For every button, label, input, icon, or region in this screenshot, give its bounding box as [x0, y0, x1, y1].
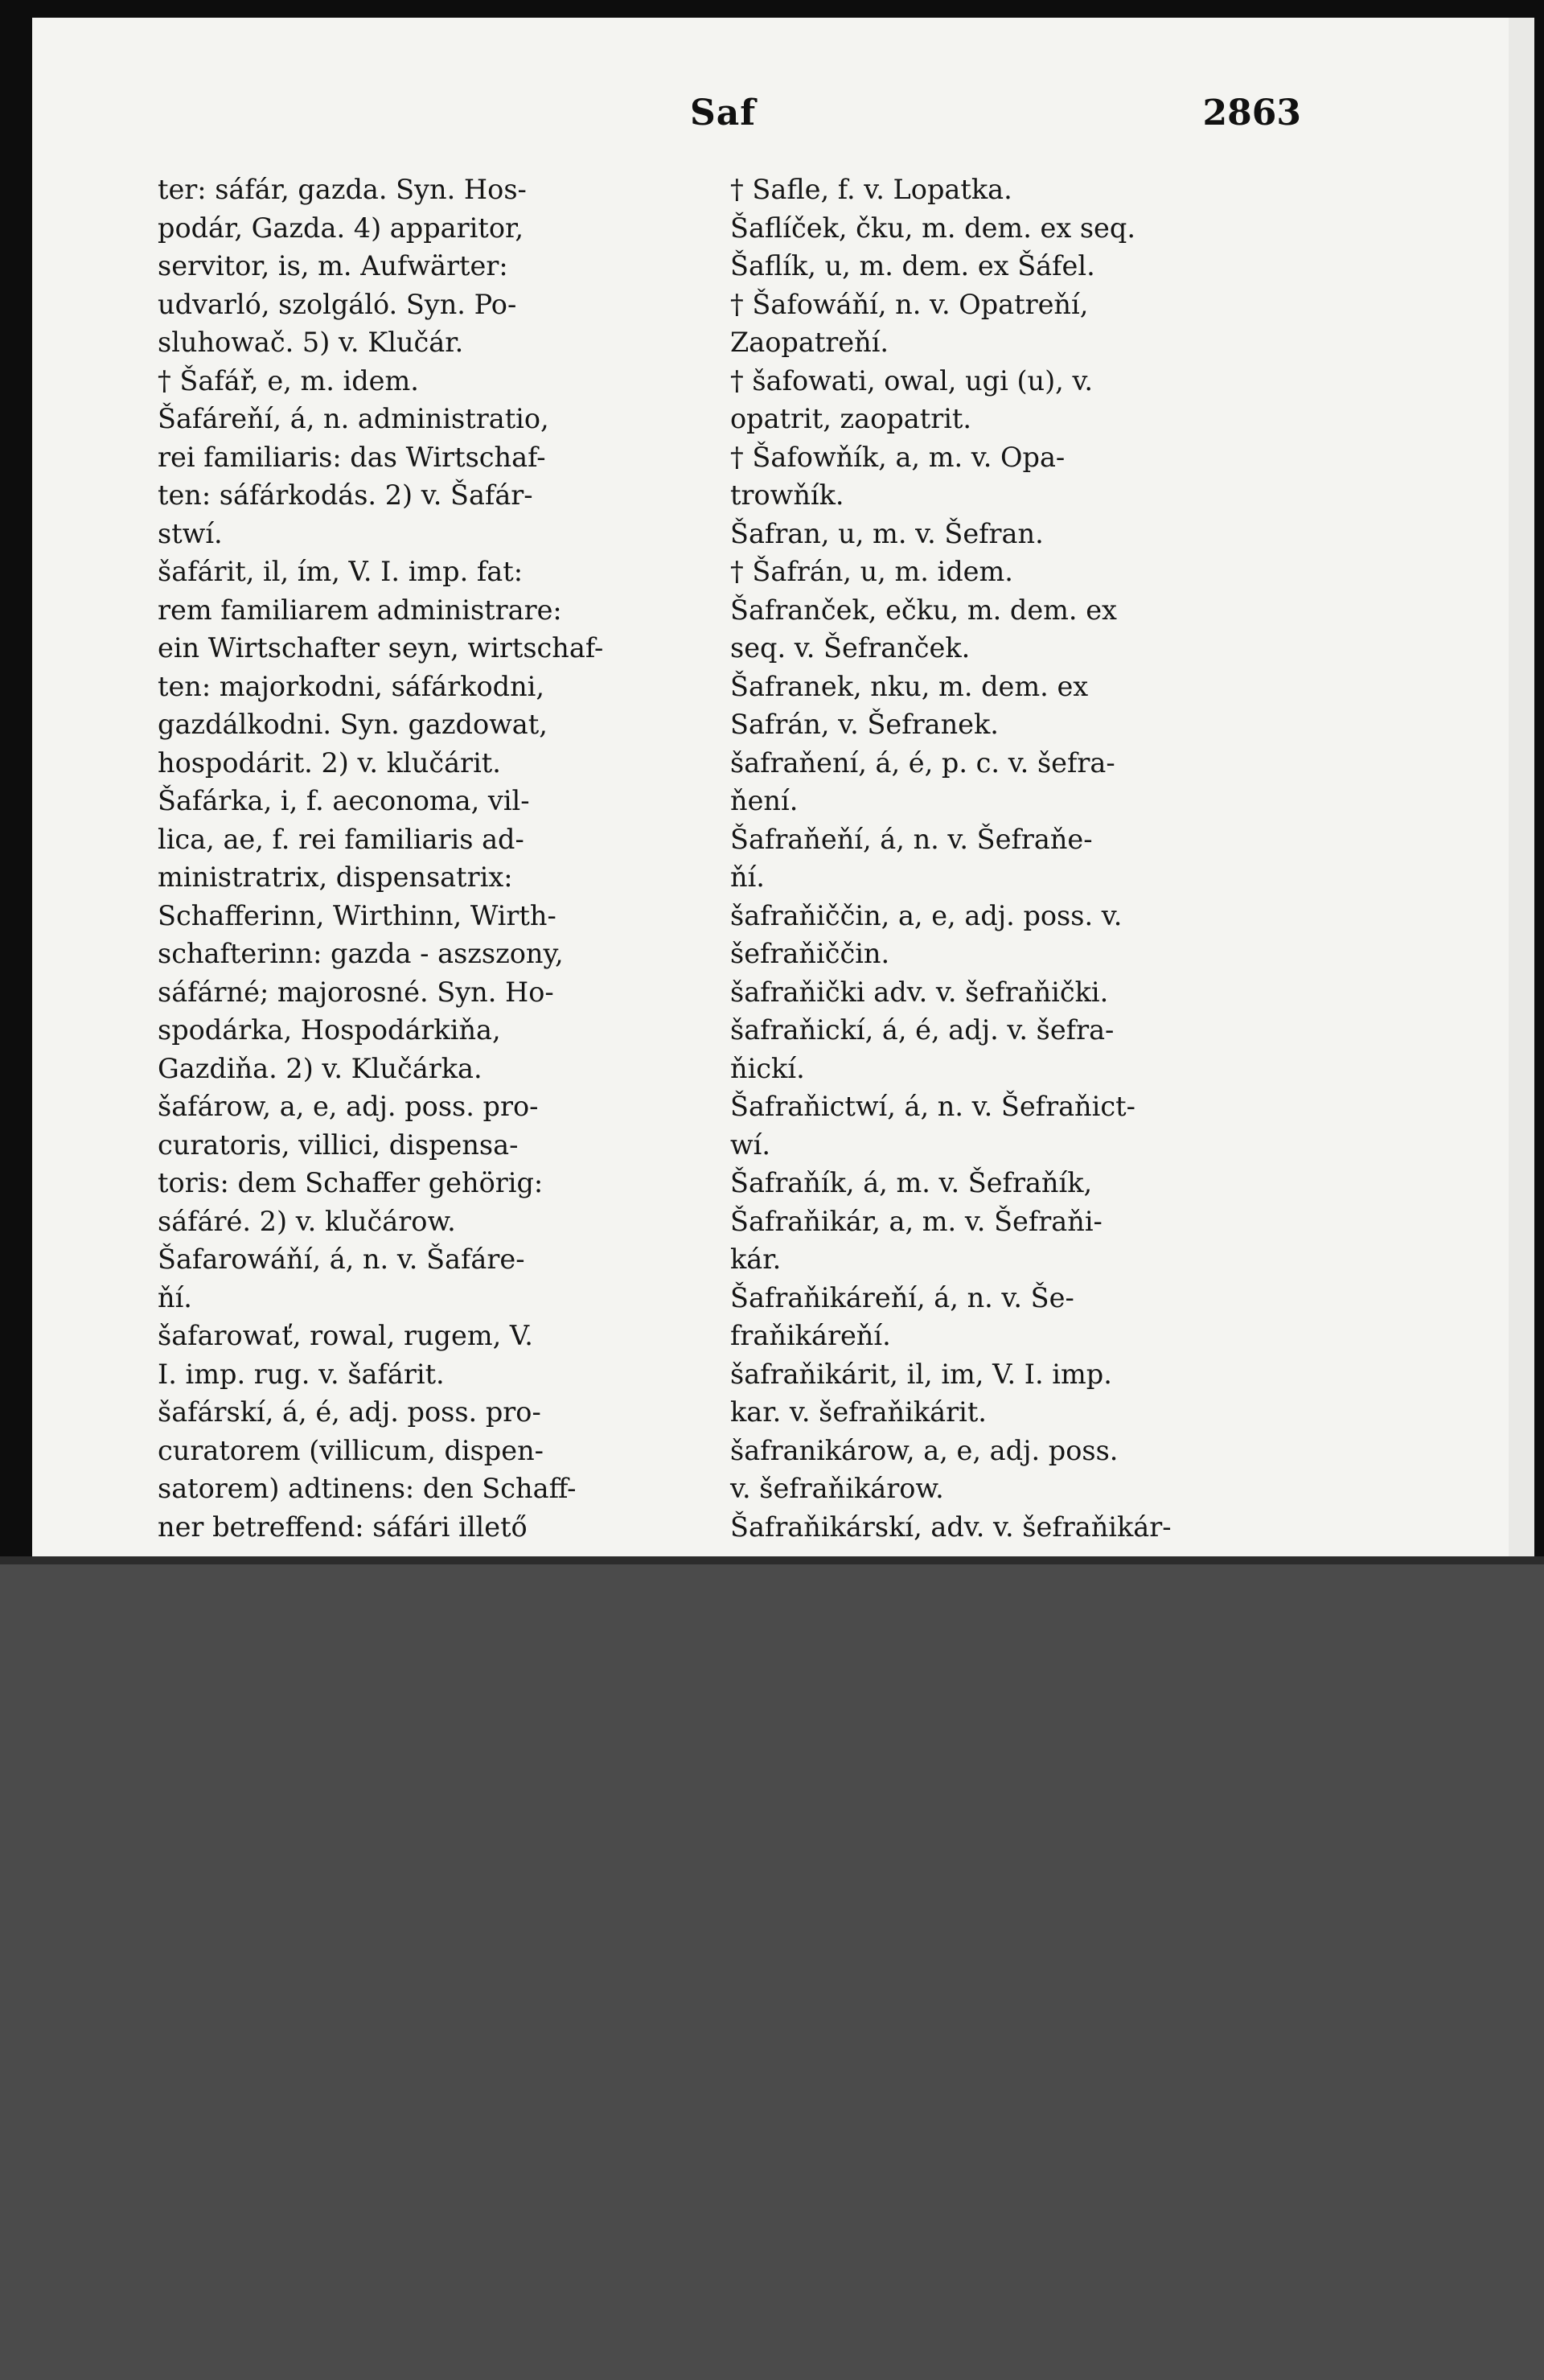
dictionary-line: servitor, is, m. Aufwärter:	[158, 250, 508, 282]
dictionary-line: Šafarowáňí, á, n. v. Šafáre-	[158, 1243, 525, 1275]
page-edge	[1509, 18, 1534, 1562]
dictionary-line: šafraňički adv. v. šefraňički.	[730, 976, 1109, 1008]
dictionary-line: Šafraňík, á, m. v. Šefraňík,	[730, 1167, 1093, 1198]
dictionary-line: šafraňiččin, a, e, adj. poss. v.	[730, 899, 1123, 931]
dictionary-line: ňí.	[730, 861, 765, 893]
dictionary-line: Šafranek, nku, m. dem. ex	[730, 670, 1089, 702]
dictionary-line: stwí.	[158, 517, 223, 549]
dictionary-line: šafárskí, á, é, adj. poss. pro-	[158, 1396, 541, 1428]
dictionary-line: wí.	[730, 1128, 771, 1161]
dictionary-line: Šafran, u, m. v. Šefran.	[730, 517, 1044, 549]
dictionary-line: curatorem (villicum, dispen-	[158, 1434, 544, 1466]
page-header	[14, 78, 1534, 150]
dictionary-line: Šafraňikár, a, m. v. Šefraňi-	[730, 1205, 1103, 1237]
dictionary-line: ňení.	[730, 785, 799, 816]
left-column	[158, 171, 712, 1546]
dictionary-line: Šafáreňí, á, n. administratio,	[158, 403, 549, 434]
page-number: 2863	[1202, 92, 1301, 134]
dictionary-line: Zaopatreňí.	[730, 327, 889, 358]
dictionary-line: v. šefraňikárow.	[730, 1473, 944, 1504]
dictionary-line: lica, ae, f. rei familiaris ad-	[158, 823, 524, 855]
dictionary-line: Šafraňikárskí, adv. v. šefraňikár-	[730, 1511, 1172, 1543]
dictionary-line: † šafowati, owal, ugi (u), v.	[730, 364, 1094, 397]
dictionary-line: trowňík.	[730, 479, 844, 511]
right-column	[730, 171, 1309, 1546]
dictionary-line: ministratrix, dispensatrix:	[158, 861, 513, 893]
dictionary-line: opatrit, zaopatrit.	[730, 403, 972, 434]
dictionary-line: Safrán, v. Šefranek.	[730, 709, 999, 740]
dictionary-line: sáfáré. 2) v. klučárow.	[158, 1205, 456, 1237]
dictionary-line: † Safle, f. v. Lopatka.	[730, 174, 1012, 205]
dictionary-line: Šafárka, i, f. aeconoma, vil-	[158, 785, 530, 816]
dictionary-line: fraňikáreňí.	[730, 1320, 891, 1351]
dictionary-line: seq. v. Šefranček.	[730, 632, 971, 664]
dictionary-line: šefraňiččin.	[730, 938, 890, 969]
dictionary-line: ten: sáfárkodás. 2) v. Šafár-	[158, 479, 533, 511]
dictionary-line: šafraňení, á, é, p. c. v. šefra-	[730, 746, 1115, 779]
dictionary-line: udvarló, szolgáló. Syn. Po-	[158, 288, 517, 320]
dictionary-line: šafárit, il, ím, V. I. imp. fat:	[158, 556, 524, 587]
dictionary-line: rei familiaris: das Wirtschaf-	[158, 441, 546, 473]
dictionary-line: šafraňickí, á, é, adj. v. šefra-	[730, 1014, 1115, 1046]
dictionary-line: šafraňikárit, il, im, V. I. imp.	[730, 1358, 1112, 1390]
dictionary-line: sáfárné; majorosné. Syn. Ho-	[158, 976, 554, 1008]
dictionary-line: ein Wirtschafter seyn, wirtschaf-	[158, 632, 604, 664]
page-gutter	[14, 18, 32, 1562]
dictionary-line: ner betreffend: sáfári illető	[158, 1511, 528, 1543]
dictionary-line: Šafraňikáreňí, á, n. v. Še-	[730, 1281, 1074, 1313]
dictionary-line: ten: majorkodni, sáfárkodni,	[158, 670, 545, 702]
dictionary-line: ňickí.	[730, 1052, 805, 1084]
dictionary-line: Šafraňeňí, á, n. v. Šefraňe-	[730, 823, 1093, 855]
dictionary-line: curatoris, villici, dispensa-	[158, 1128, 519, 1161]
dictionary-line: † Šafowňík, a, m. v. Opa-	[730, 441, 1066, 473]
dictionary-line: šafranikárow, a, e, adj. poss.	[730, 1434, 1119, 1466]
dictionary-line: podár, Gazda. 4) apparitor,	[158, 212, 524, 244]
dictionary-line: kar. v. šefraňikárit.	[730, 1396, 987, 1428]
dictionary-line: † Šafowáňí, n. v. Opatreňí,	[730, 288, 1089, 320]
dictionary-line: Schafferinn, Wirthinn, Wirth-	[158, 899, 556, 931]
running-head: Saf	[690, 92, 757, 134]
dictionary-line: spodárka, Hospodárkiňa,	[158, 1014, 501, 1046]
dictionary-line: gazdálkodni. Syn. gazdowat,	[158, 709, 548, 740]
dictionary-line: ňí.	[158, 1281, 192, 1313]
dictionary-line: šafarowať, rowal, rugem, V.	[158, 1320, 533, 1351]
dictionary-line: Šaflíček, čku, m. dem. ex seq.	[730, 212, 1135, 244]
dictionary-line: † Šafář, e, m. idem.	[158, 364, 419, 397]
dictionary-line: † Šafrán, u, m. idem.	[730, 556, 1013, 587]
dictionary-line: sluhowač. 5) v. Klučár.	[158, 327, 464, 358]
book-page	[14, 18, 1534, 1562]
dictionary-line: I. imp. rug. v. šafárit.	[158, 1358, 445, 1390]
dictionary-line: satorem) adtinens: den Schaff-	[158, 1473, 577, 1504]
dictionary-line: toris: dem Schaffer gehörig:	[158, 1167, 544, 1198]
dictionary-line: Gazdiňa. 2) v. Klučárka.	[158, 1052, 482, 1084]
dictionary-line: hospodárit. 2) v. klučárit.	[158, 746, 501, 779]
dictionary-line: kár.	[730, 1243, 782, 1275]
dictionary-line: schafterinn: gazda - aszszony,	[158, 938, 564, 969]
dictionary-line: Šafraňictwí, á, n. v. Šefraňict-	[730, 1091, 1135, 1122]
dictionary-line: šafárow, a, e, adj. poss. pro-	[158, 1091, 539, 1122]
dictionary-line: Šafranček, ečku, m. dem. ex	[730, 594, 1117, 626]
scan-background	[0, 1564, 1544, 2380]
dictionary-line: Šaflík, u, m. dem. ex Šáfel.	[730, 250, 1095, 282]
dictionary-line: rem familiarem administrare:	[158, 594, 562, 626]
dictionary-line: ter: sáfár, gazda. Syn. Hos-	[158, 174, 527, 205]
